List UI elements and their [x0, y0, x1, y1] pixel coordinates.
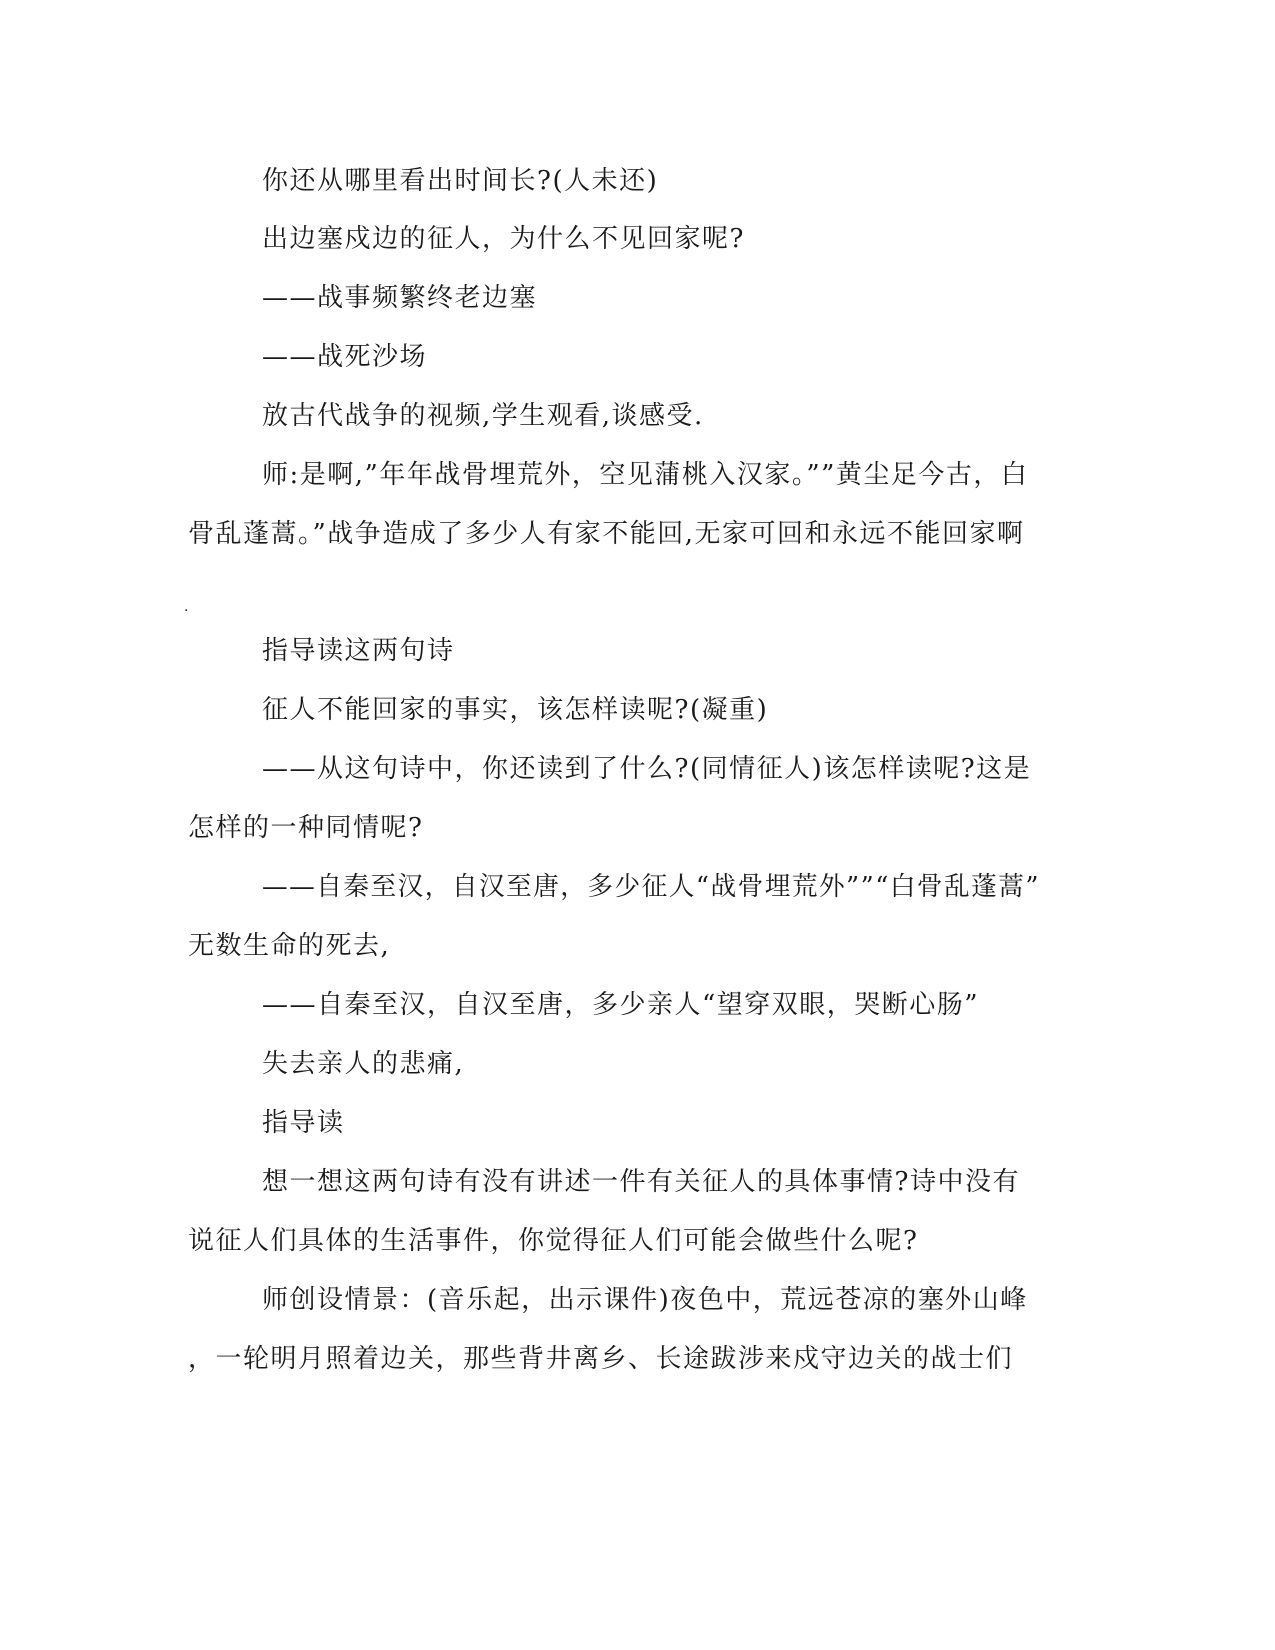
- text-line: 出边塞戍边的征人，为什么不见回家呢?: [262, 224, 745, 254]
- text-line: 无数生命的死去,: [188, 931, 391, 961]
- text-line: 你还从哪里看出时间长?(人未还): [262, 166, 659, 196]
- text-line: 师:是啊,”年年战骨埋荒外，空见蒲桃入汉家。””黄尘足今古，白: [262, 460, 1029, 490]
- text-line: ——自秦至汉，自汉至唐，多少征人“战骨埋荒外””“白骨乱蓬蒿”: [262, 872, 1041, 902]
- text-line: 怎样的一种同情呢?: [188, 813, 424, 843]
- text-line: 指导读: [262, 1108, 345, 1138]
- text-line: ——自秦至汉，自汉至唐，多少亲人“望穿双眼，哭断心肠”: [262, 990, 980, 1020]
- text-line: 放古代战争的视频,学生观看,谈感受.: [262, 401, 704, 431]
- text-line: .: [184, 599, 190, 615]
- text-line: ，一轮明月照着边关，那些背井离乡、长途跋涉来戍守边关的战士们: [188, 1344, 1014, 1374]
- text-line: 失去亲人的悲痛,: [262, 1049, 465, 1079]
- text-line: 征人不能回家的事实，该怎样读呢?(凝重): [262, 695, 769, 725]
- text-line: 师创设情景：(音乐起，出示课件)夜色中，荒远苍凉的塞外山峰: [262, 1285, 1028, 1315]
- text-line: ——从这句诗中，你还读到了什么?(同情征人)该怎样读呢?这是: [262, 754, 1032, 784]
- text-line: 指导读这两句诗: [262, 636, 455, 666]
- text-line: 想一想这两句诗有没有讲述一件有关征人的具体事情?诗中没有: [262, 1167, 1020, 1197]
- text-line: ——战事频繁终老边塞: [262, 283, 538, 313]
- text-line: 说征人们具体的生活事件，你觉得征人们可能会做些什么呢?: [188, 1226, 919, 1256]
- text-line: ——战死沙场: [262, 342, 428, 372]
- text-line: 骨乱蓬蒿。”战争造成了多少人有家不能回,无家可回和永远不能回家啊: [188, 519, 1025, 549]
